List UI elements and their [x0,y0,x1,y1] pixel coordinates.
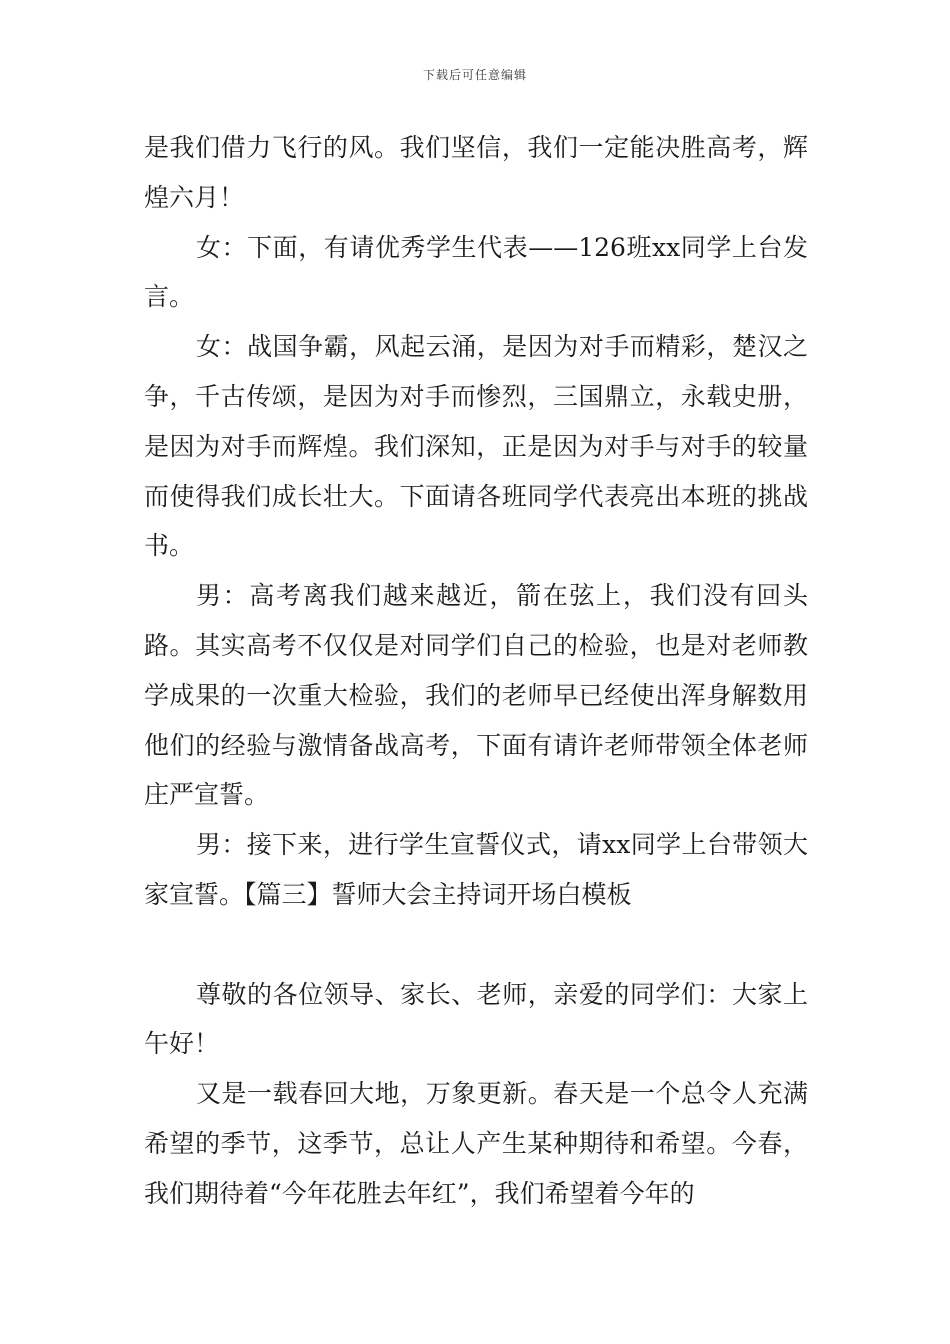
paragraph-male-teacher-oath: 男：高考离我们越来越近，箭在弦上，我们没有回头路。其实高考不仅仅是对同学们自己的检验，也是对老师教学成果的一次重大检验，我们的老师早已经使出浑身解数用他们的经验与激情备战高考，下面有请许老师带领全体老师庄严宣誓。 [144,581,808,810]
paragraph-spacer [144,920,808,970]
paragraph-female-challenge: 女：战国争霸，风起云涌，是因为对手而精彩，楚汉之争，千古传颂，是因为对手而惨烈，三国鼎立，永载史册，是因为对手而辉煌。我们深知，正是因为对手与对手的较量而使得我们成长壮大。下面请各班同学代表亮出本班的挑战书。 [144,332,808,561]
paragraph-female-invite-student: 女：下面，有请优秀学生代表——126班xx同学上台发言。 [144,232,808,312]
document-body [144,123,808,1219]
paragraph-spring: 又是一载春回大地，万象更新。春天是一个总令人充满希望的季节，这季节，总让人产生某种期待和希望。今春，我们期待着“今年花胜去年红”，我们希望着今年的 [144,1079,808,1208]
paragraph-greeting: 尊敬的各位领导、家长、老师，亲爱的同学们：大家上午好！ [144,979,808,1059]
page-header: 下载后可任意编辑 [422,68,527,82]
paragraph-male-student-oath: 男：接下来，进行学生宣誓仪式，请xx同学上台带领大家宣誓。【篇三】誓师大会主持词开场白模板 [144,830,808,909]
paragraph-continuation: 是我们借力飞行的风。我们坚信，我们一定能决胜高考，辉煌六月！ [144,133,808,212]
